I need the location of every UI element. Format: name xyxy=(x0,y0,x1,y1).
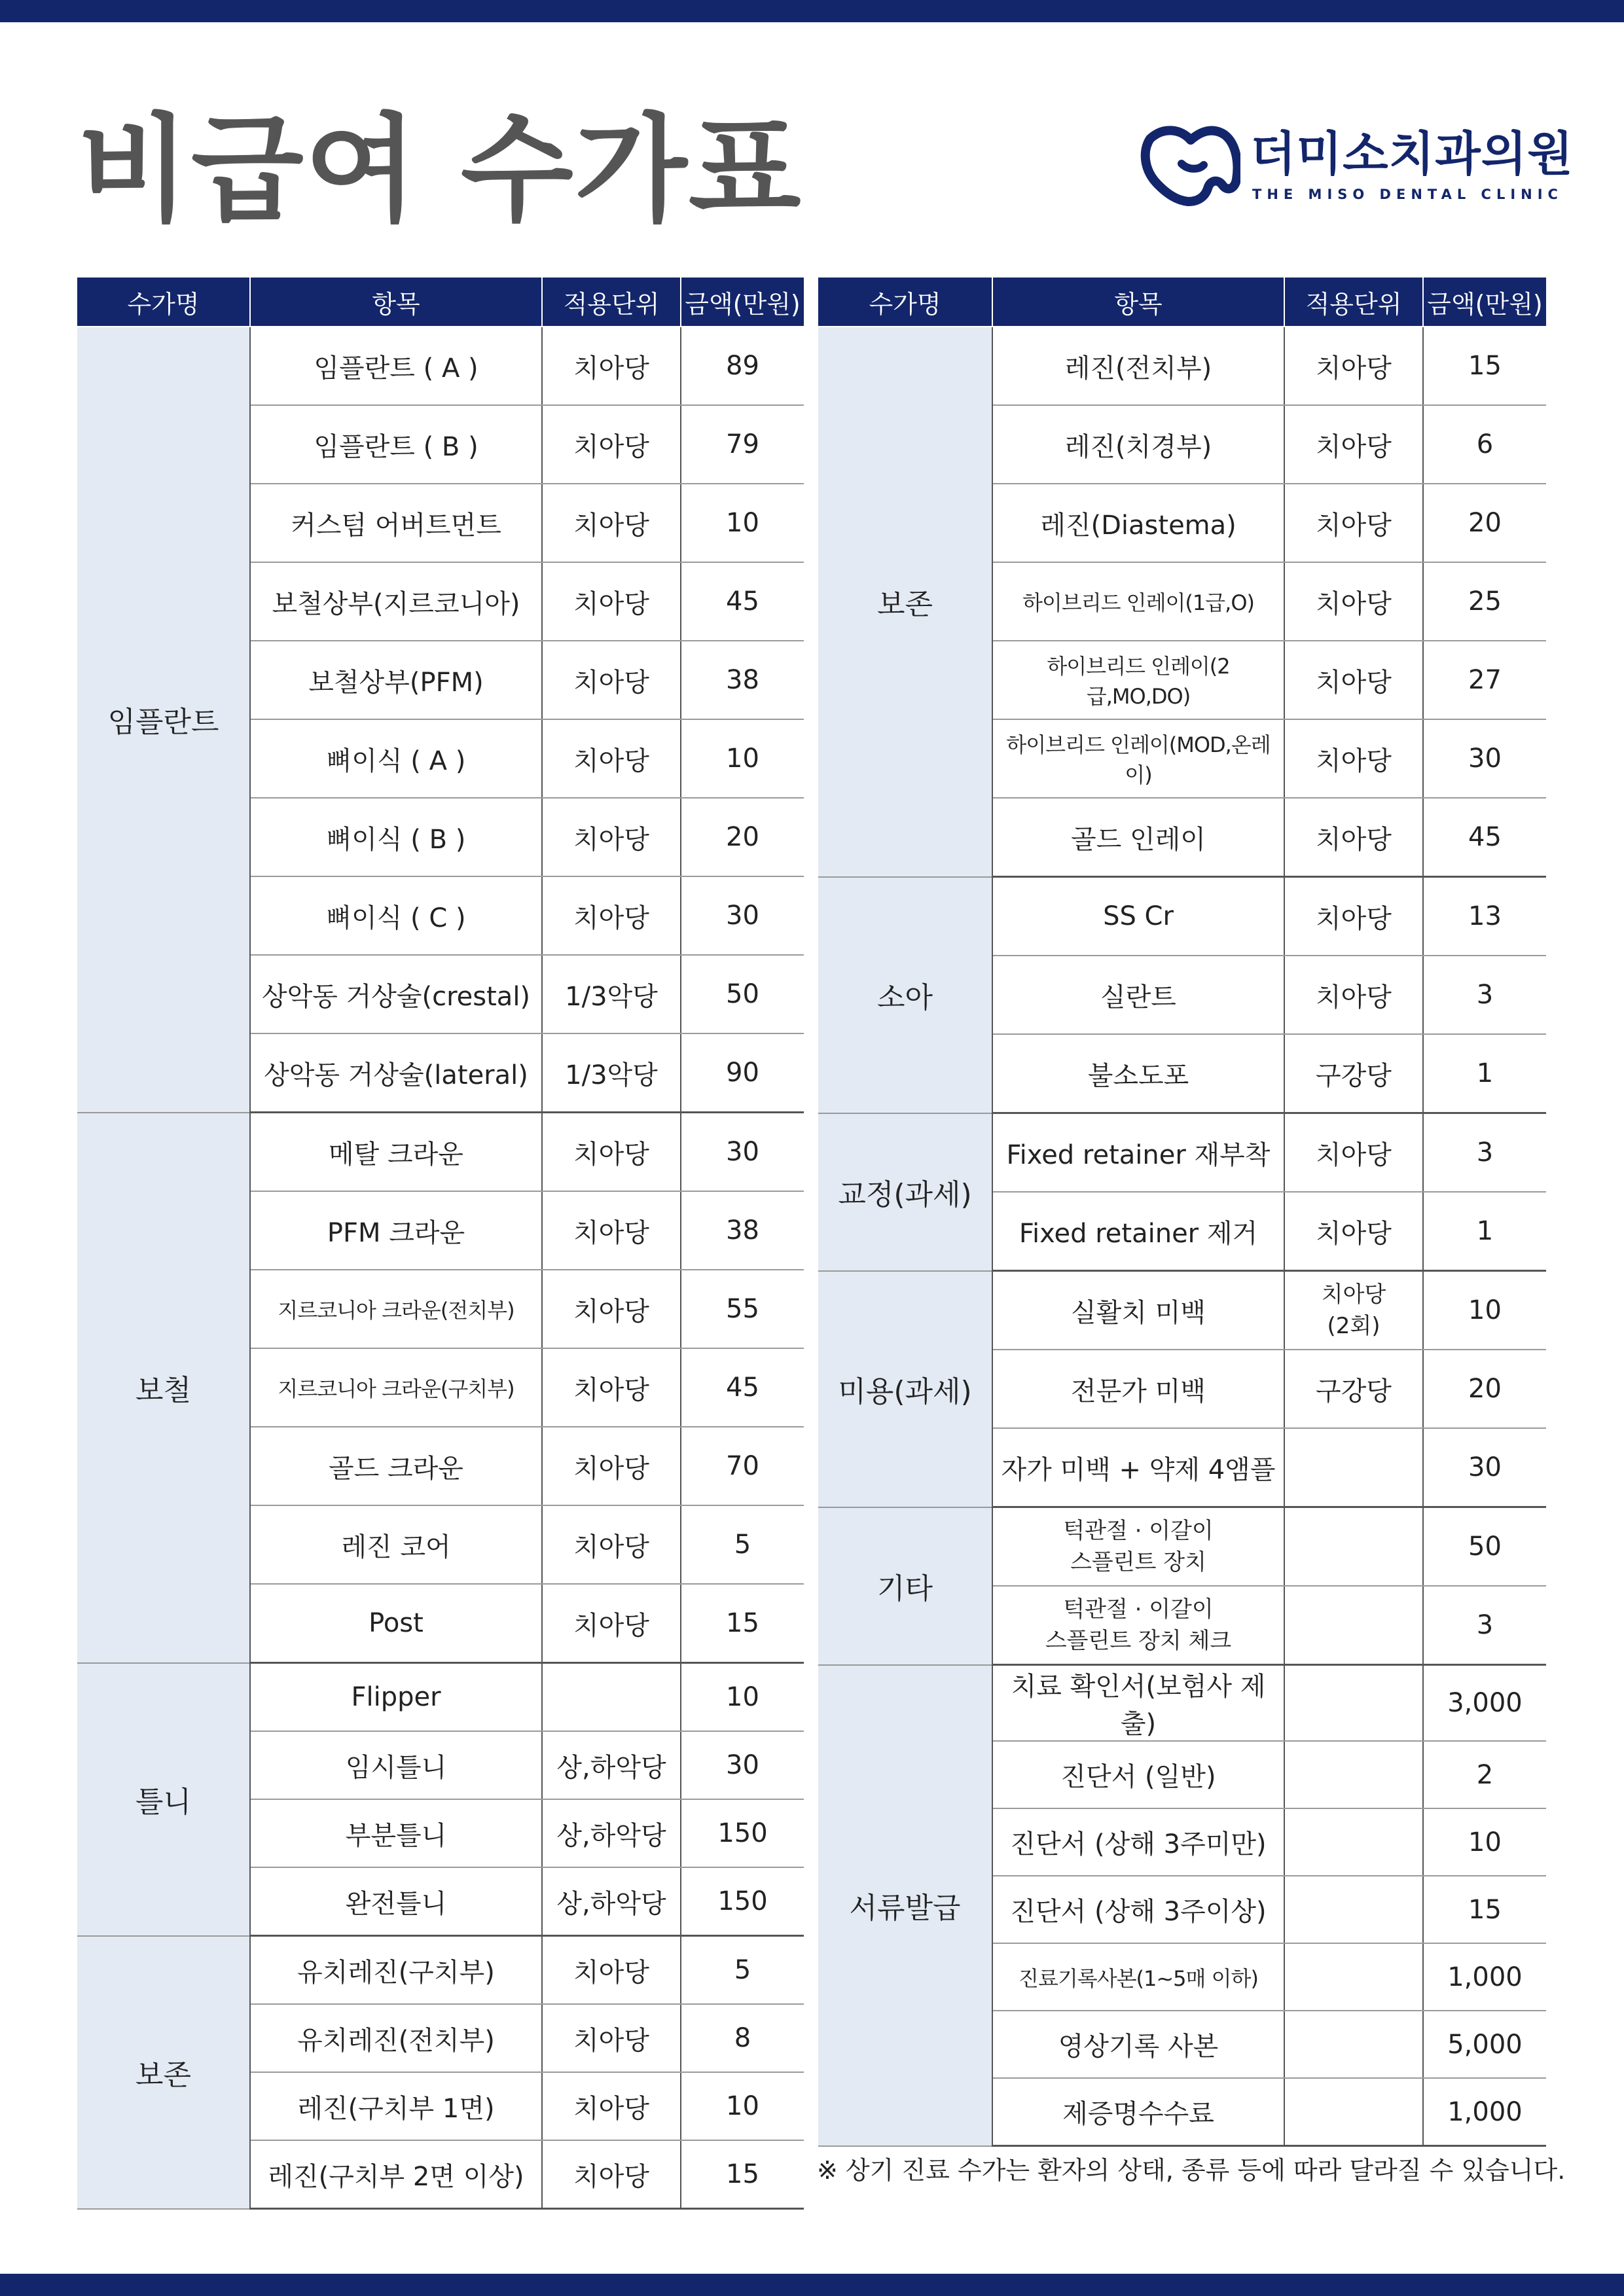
item-cell: 임플란트 ( B ) xyxy=(250,405,542,484)
unit-cell: 상,하악당 xyxy=(542,1731,681,1799)
item-cell: 상악동 거상술(lateral) xyxy=(250,1033,542,1113)
unit-cell: 치아당 xyxy=(1284,562,1423,641)
item-cell: 뼈이식 ( B ) xyxy=(250,798,542,876)
price-cell: 45 xyxy=(681,1348,804,1427)
item-cell: 보철상부(PFM) xyxy=(250,641,542,719)
price-cell: 5 xyxy=(681,1936,804,2005)
item-cell: 유치레진(전치부) xyxy=(250,2004,542,2072)
item-cell: Fixed retainer 재부착 xyxy=(992,1113,1284,1193)
price-cell: 30 xyxy=(681,876,804,955)
table-row xyxy=(818,1271,1546,1350)
price-cell: 70 xyxy=(681,1427,804,1505)
item-cell: Fixed retainer 제거 xyxy=(992,1192,1284,1271)
item-cell: 치료 확인서(보험사 제출) xyxy=(992,1665,1284,1742)
fee-table-left xyxy=(77,278,804,2210)
price-cell: 45 xyxy=(1423,798,1546,877)
price-cell: 15 xyxy=(1423,327,1546,405)
unit-cell: 치아당 xyxy=(542,719,681,798)
price-cell: 10 xyxy=(1423,1271,1546,1350)
price-cell: 6 xyxy=(1423,405,1546,484)
item-cell: 골드 크라운 xyxy=(250,1427,542,1505)
unit-cell xyxy=(1284,1665,1423,1742)
item-cell: 영상기록 사본 xyxy=(992,2011,1284,2078)
item-cell: 제증명수수료 xyxy=(992,2078,1284,2146)
category-cell: 소아 xyxy=(818,877,992,1113)
unit-cell xyxy=(1284,1428,1423,1507)
price-cell: 1,000 xyxy=(1423,1943,1546,2011)
item-cell: 완전틀니 xyxy=(250,1867,542,1936)
fee-table-right xyxy=(818,278,1546,2147)
item-cell: 뼈이식 ( A ) xyxy=(250,719,542,798)
price-cell: 10 xyxy=(1423,1808,1546,1876)
table-row xyxy=(77,1936,804,2005)
unit-cell xyxy=(1284,1876,1423,1943)
item-cell: 턱관절 · 이갈이 스플린트 장치 체크 xyxy=(992,1586,1284,1665)
price-cell: 30 xyxy=(1423,719,1546,798)
unit-cell: 치아당 xyxy=(1284,877,1423,956)
unit-cell: 치아당 xyxy=(542,1584,681,1663)
price-cell: 1 xyxy=(1423,1192,1546,1271)
price-cell: 20 xyxy=(1423,484,1546,562)
item-cell: 하이브리드 인레이(2급,MO,DO) xyxy=(992,641,1284,719)
tooth-logo-icon xyxy=(1136,124,1240,209)
item-cell: 실란트 xyxy=(992,956,1284,1034)
unit-cell: 치아당 xyxy=(542,1348,681,1427)
price-cell: 10 xyxy=(681,719,804,798)
price-cell: 50 xyxy=(681,955,804,1033)
unit-cell xyxy=(1284,1507,1423,1587)
unit-cell: 치아당 xyxy=(542,641,681,719)
item-cell: 레진(구치부 2면 이상) xyxy=(250,2140,542,2209)
bottom-brand-bar xyxy=(0,2274,1624,2296)
unit-cell: 치아당 xyxy=(542,1427,681,1505)
item-cell: Post xyxy=(250,1584,542,1663)
category-cell: 보철 xyxy=(77,1113,250,1663)
header-item: 항목 xyxy=(250,278,542,327)
category-cell: 서류발급 xyxy=(818,1665,992,2146)
price-cell: 15 xyxy=(681,1584,804,1663)
item-cell: 임플란트 ( A ) xyxy=(250,327,542,405)
item-cell: 실활치 미백 xyxy=(992,1271,1284,1350)
clinic-name-en: THE MISO DENTAL CLINIC xyxy=(1252,187,1563,202)
unit-cell: 치아당 xyxy=(542,1113,681,1192)
unit-cell: 치아당 xyxy=(542,2004,681,2072)
item-cell: 턱관절 · 이갈이 스플린트 장치 xyxy=(992,1507,1284,1587)
price-cell: 89 xyxy=(681,327,804,405)
item-cell: 레진(치경부) xyxy=(992,405,1284,484)
item-cell: 레진 코어 xyxy=(250,1505,542,1584)
unit-cell: 구강당 xyxy=(1284,1034,1423,1113)
table-row xyxy=(818,877,1546,956)
footnote: ※ 상기 진료 수가는 환자의 상태, 종류 등에 따라 달라질 수 있습니다. xyxy=(817,2156,1566,2185)
unit-cell: 치아당 xyxy=(542,2140,681,2209)
price-cell: 2 xyxy=(1423,1741,1546,1808)
unit-cell: 치아당 xyxy=(542,484,681,562)
item-cell: 메탈 크라운 xyxy=(250,1113,542,1192)
item-cell: 지르코니아 크라운(전치부) xyxy=(250,1270,542,1348)
item-cell: 유치레진(구치부) xyxy=(250,1936,542,2005)
unit-cell: 치아당 xyxy=(542,562,681,641)
item-cell: SS Cr xyxy=(992,877,1284,956)
price-cell: 13 xyxy=(1423,877,1546,956)
price-cell: 1,000 xyxy=(1423,2078,1546,2146)
unit-cell: 치아당 xyxy=(542,1270,681,1348)
header-fee-name: 수가명 xyxy=(77,278,250,327)
unit-cell: 1/3악당 xyxy=(542,955,681,1033)
price-cell: 3 xyxy=(1423,1113,1546,1193)
price-cell: 15 xyxy=(1423,1876,1546,1943)
price-cell: 79 xyxy=(681,405,804,484)
category-cell: 틀니 xyxy=(77,1663,250,1936)
unit-cell: 치아당 xyxy=(1284,327,1423,405)
table-row xyxy=(818,1507,1546,1587)
price-cell: 38 xyxy=(681,641,804,719)
item-cell: 지르코니아 크라운(구치부) xyxy=(250,1348,542,1427)
table-row xyxy=(818,1113,1546,1193)
table-header-row xyxy=(77,278,804,327)
item-cell: 보철상부(지르코니아) xyxy=(250,562,542,641)
item-cell: 뼈이식 ( C ) xyxy=(250,876,542,955)
header-unit: 적용단위 xyxy=(1284,278,1423,327)
unit-cell: 치아당 xyxy=(542,1191,681,1270)
category-cell: 보존 xyxy=(77,1936,250,2209)
item-cell: 부분틀니 xyxy=(250,1799,542,1867)
unit-cell: 치아당 xyxy=(542,405,681,484)
category-cell: 교정(과세) xyxy=(818,1113,992,1271)
header-unit: 적용단위 xyxy=(542,278,681,327)
item-cell: 레진(Diastema) xyxy=(992,484,1284,562)
item-cell: 골드 인레이 xyxy=(992,798,1284,877)
price-cell: 150 xyxy=(681,1799,804,1867)
item-cell: 진료기록사본(1~5매 이하) xyxy=(992,1943,1284,2011)
price-cell: 55 xyxy=(681,1270,804,1348)
item-cell: PFM 크라운 xyxy=(250,1191,542,1270)
item-cell: 전문가 미백 xyxy=(992,1350,1284,1428)
price-cell: 8 xyxy=(681,2004,804,2072)
price-cell: 25 xyxy=(1423,562,1546,641)
price-cell: 30 xyxy=(1423,1428,1546,1507)
price-cell: 50 xyxy=(1423,1507,1546,1587)
item-cell: 레진(전치부) xyxy=(992,327,1284,405)
unit-cell: 치아당 xyxy=(542,327,681,405)
price-cell: 3 xyxy=(1423,1586,1546,1665)
unit-cell xyxy=(1284,1586,1423,1665)
page-title: 비급여 수가표 xyxy=(77,102,803,238)
unit-cell: 구강당 xyxy=(1284,1350,1423,1428)
item-cell: 커스텀 어버트먼트 xyxy=(250,484,542,562)
unit-cell: 치아당 xyxy=(1284,1192,1423,1271)
clinic-name: 더미소치과의원 xyxy=(1250,126,1574,181)
item-cell: 진단서 (상해 3주이상) xyxy=(992,1876,1284,1943)
price-cell: 3,000 xyxy=(1423,1665,1546,1742)
price-cell: 1 xyxy=(1423,1034,1546,1113)
price-cell: 38 xyxy=(681,1191,804,1270)
header-price: 금액(만원) xyxy=(681,278,804,327)
item-cell: 하이브리드 인레이(1급,O) xyxy=(992,562,1284,641)
clinic-logo xyxy=(1136,124,1574,209)
item-cell: 레진(구치부 1면) xyxy=(250,2072,542,2140)
price-cell: 20 xyxy=(681,798,804,876)
price-cell: 30 xyxy=(681,1731,804,1799)
price-cell: 30 xyxy=(681,1113,804,1192)
price-cell: 15 xyxy=(681,2140,804,2209)
unit-cell: 치아당 xyxy=(1284,798,1423,877)
price-cell: 5 xyxy=(681,1505,804,1584)
item-cell: 상악동 거상술(crestal) xyxy=(250,955,542,1033)
price-cell: 10 xyxy=(681,484,804,562)
header-item: 항목 xyxy=(992,278,1284,327)
unit-cell: 치아당 xyxy=(1284,405,1423,484)
item-cell: Flipper xyxy=(250,1663,542,1732)
unit-cell: 상,하악당 xyxy=(542,1867,681,1936)
unit-cell: 치아당 xyxy=(1284,484,1423,562)
unit-cell: 치아당 xyxy=(542,1505,681,1584)
category-cell: 임플란트 xyxy=(77,327,250,1113)
table-row xyxy=(77,1663,804,1732)
unit-cell xyxy=(1284,1741,1423,1808)
unit-cell: 1/3악당 xyxy=(542,1033,681,1113)
top-brand-bar xyxy=(0,0,1624,22)
table-row xyxy=(77,327,804,405)
table-row xyxy=(77,1113,804,1192)
unit-cell xyxy=(1284,2078,1423,2146)
unit-cell: 치아당 xyxy=(1284,1113,1423,1193)
item-cell: 하이브리드 인레이(MOD,온레이) xyxy=(992,719,1284,798)
header-fee-name: 수가명 xyxy=(818,278,992,327)
price-cell: 10 xyxy=(681,2072,804,2140)
price-cell: 10 xyxy=(681,1663,804,1732)
category-cell: 기타 xyxy=(818,1507,992,1665)
item-cell: 불소도포 xyxy=(992,1034,1284,1113)
item-cell: 자가 미백 + 약제 4앰플 xyxy=(992,1428,1284,1507)
item-cell: 진단서 (상해 3주미만) xyxy=(992,1808,1284,1876)
price-cell: 27 xyxy=(1423,641,1546,719)
price-cell: 90 xyxy=(681,1033,804,1113)
unit-cell: 치아당 xyxy=(1284,641,1423,719)
price-cell: 5,000 xyxy=(1423,2011,1546,2078)
unit-cell: 상,하악당 xyxy=(542,1799,681,1867)
price-cell: 150 xyxy=(681,1867,804,1936)
category-cell: 미용(과세) xyxy=(818,1271,992,1507)
price-cell: 45 xyxy=(681,562,804,641)
unit-cell: 치아당 xyxy=(1284,719,1423,798)
table-row xyxy=(818,1665,1546,1742)
unit-cell: 치아당 xyxy=(542,2072,681,2140)
price-cell: 3 xyxy=(1423,956,1546,1034)
item-cell: 임시틀니 xyxy=(250,1731,542,1799)
unit-cell xyxy=(1284,2011,1423,2078)
unit-cell xyxy=(1284,1808,1423,1876)
table-row xyxy=(818,327,1546,405)
header-price: 금액(만원) xyxy=(1423,278,1546,327)
unit-cell: 치아당 xyxy=(542,876,681,955)
unit-cell: 치아당 xyxy=(1284,956,1423,1034)
price-cell: 20 xyxy=(1423,1350,1546,1428)
unit-cell: 치아당 (2회) xyxy=(1284,1271,1423,1350)
unit-cell: 치아당 xyxy=(542,1936,681,2005)
item-cell: 진단서 (일반) xyxy=(992,1741,1284,1808)
category-cell: 보존 xyxy=(818,327,992,877)
unit-cell xyxy=(542,1663,681,1732)
unit-cell: 치아당 xyxy=(542,798,681,876)
table-header-row xyxy=(818,278,1546,327)
unit-cell xyxy=(1284,1943,1423,2011)
